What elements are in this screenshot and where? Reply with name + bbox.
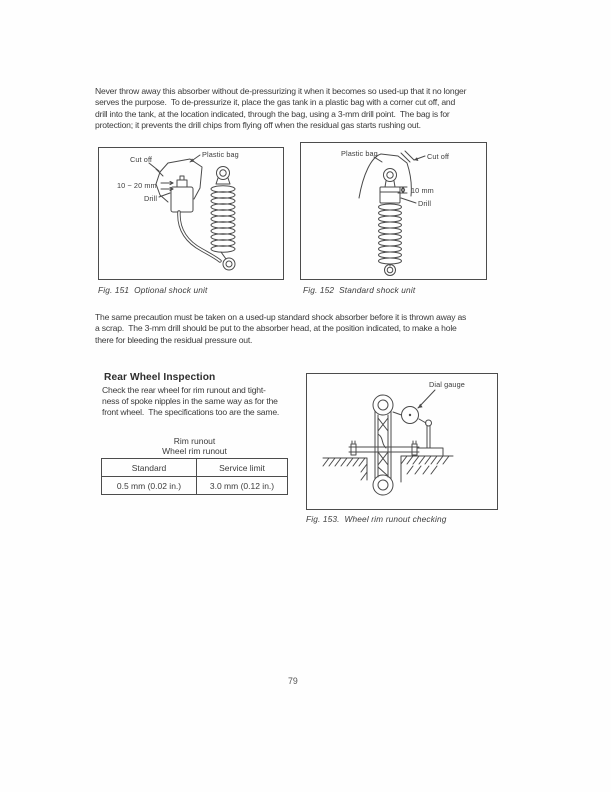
section-heading-rear-wheel-inspection: Rear Wheel Inspection (104, 372, 216, 383)
text-line: protection; it prevents the drill chips from flying off when the residual gas starts rushing out. (95, 120, 421, 131)
fig151-hose (179, 212, 220, 261)
table-title-rim-runout: Rim runout (173, 436, 216, 446)
paragraph-rear-wheel-check (102, 385, 298, 418)
fig153-illustration (307, 374, 497, 509)
fig152-shock-absorber (379, 169, 402, 276)
fig151-illustration (99, 148, 283, 279)
fig151-label-cut-off: Cut off (130, 155, 153, 164)
fig153-frame (306, 373, 498, 510)
text-line: front wheel. The specifications too are the same. (102, 407, 280, 417)
fig152-caption: Fig. 152 Standard shock unit (303, 285, 416, 295)
text-line: The same precaution must be taken on a used-up standard shock absorber before it is thrown away as (95, 312, 467, 322)
text-line: Never throw away this absorber without de-pressurizing it when it becomes so used-up that it no longer (95, 86, 467, 96)
fig152-frame (300, 142, 487, 280)
fig151-label-depth: 10 ~ 20 mm (117, 181, 157, 190)
fig151-cutoff-leader (149, 163, 159, 171)
table-value-row (102, 477, 288, 495)
fig152-label-depth: 10 mm (411, 186, 434, 195)
fig151-frame (98, 147, 284, 280)
page-number: 79 (288, 676, 298, 686)
table-caption-wheel-rim-runout: Wheel rim runout (162, 446, 227, 456)
fig151-label-drill: Drill (144, 194, 158, 203)
text-line: drill into the tank, at the location indicated, through the bag, using a 3-mm drill point. The bag is for (95, 108, 450, 119)
paragraph-depressurize (95, 86, 499, 131)
fig153-dial-gauge (393, 407, 419, 424)
paragraph-standard-precaution (95, 312, 499, 346)
fig153-wheel (373, 395, 393, 495)
table-header-row (102, 459, 288, 477)
fig153-label-dial-gauge: Dial gauge (429, 380, 465, 389)
fig153-caption: Fig. 153. Wheel rim runout checking (306, 514, 447, 524)
table-cell-standard-value: 0.5 mm (0.02 in.) (102, 477, 197, 495)
fig151-gas-tank (171, 176, 193, 212)
fig153-gauge-stand (417, 419, 443, 456)
table-header-service-limit: Service limit (197, 459, 288, 477)
fig152-label-cut-off: Cut off (427, 152, 450, 161)
fig152-label-plastic-bag: Plastic bag (341, 149, 378, 158)
fig152-label-drill: Drill (418, 199, 432, 208)
fig151-caption: Fig. 151 Optional shock unit (98, 285, 208, 295)
fig152-drill-leader (401, 198, 416, 203)
table-cell-service-limit-value: 3.0 mm (0.12 in.) (197, 477, 288, 495)
rim-runout-table (101, 458, 288, 495)
fig151-label-plastic-bag: Plastic bag (202, 150, 239, 159)
fig151-shock-absorber (211, 167, 235, 271)
text-line: a scrap. The 3-mm drill should be put to the absorber head, at the position indicated, to make a hole (95, 323, 457, 334)
table-header-standard: Standard (102, 459, 197, 477)
fig153-axle (349, 441, 419, 455)
text-line: ness of spoke nipples in the same way as for the (102, 396, 278, 406)
text-line: Check the rear wheel for rim runout and tight- (102, 385, 266, 395)
text-line: serves the purpose. To de-pressurize it, place the gas tank in a plastic bag with a corner cut off, and (95, 97, 456, 108)
fig152-illustration (301, 143, 486, 279)
text-line: there for bleeding the residual pressure out. (95, 334, 253, 345)
